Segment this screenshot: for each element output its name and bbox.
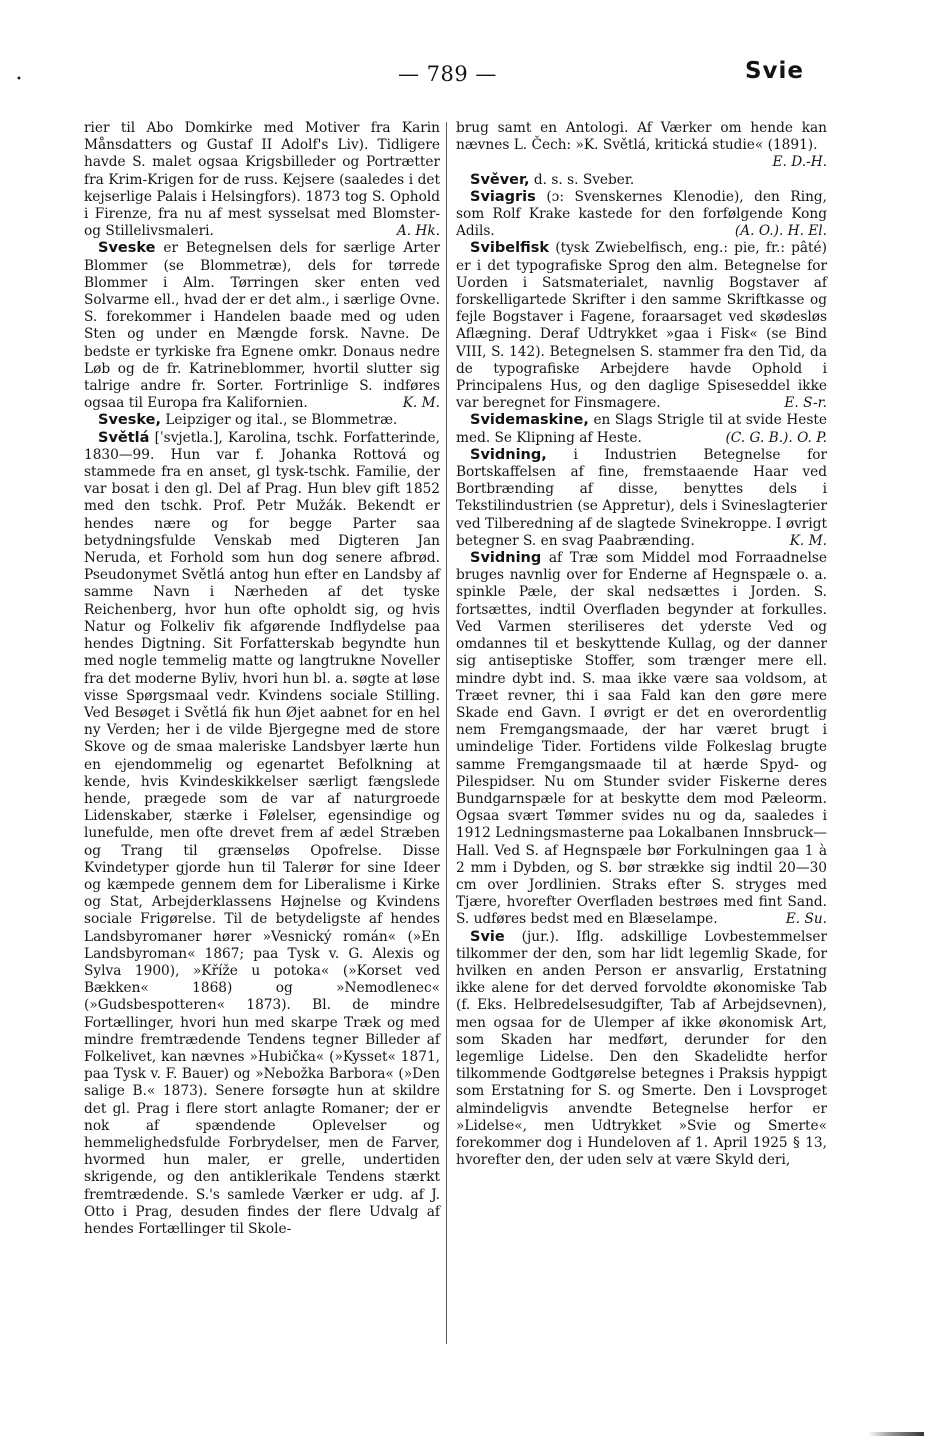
dictionary-entry (456, 240, 827, 412)
entry-signature: K. M. (789, 532, 827, 549)
dictionary-entry (84, 430, 440, 1239)
dictionary-entry (456, 189, 827, 241)
entry-headword: Svibelfisk (470, 240, 550, 257)
entry-signature: E. Su. (785, 911, 827, 928)
entry-headword: Svie (470, 928, 505, 945)
entry-text: (tysk Zwiebelfisch, eng.: pie, fr.: pâté) er i det typografiske Sprog den alm. Betegnelse for Uorden i Satsmaterialet, navnlig Bogstaver af forskelligartede Skrifter i den samme Skriftkasse og fejle Bogstaver i Fagene, foraarsaget ved skødesløs Aflægning. Deraf Udtrykket »gaa i Fisk« (se Bind VIII, S. 142). Betegnelsen S. stammer fra den Tid, da de typografiske Arbejdere havde Ophold i Principalens Hus, og den daglige Spiseseddel ikke var beregnet for Finsmagere. (456, 240, 827, 412)
left-column (84, 120, 440, 1238)
entry-signature: K. M. (402, 395, 440, 412)
entry-text: Leipziger og ital., se Blommetræ. (160, 412, 398, 429)
column-divider (446, 122, 447, 1344)
dictionary-entry (456, 172, 827, 189)
entry-text: er Betegnelsen dels for særlige Arter Blommer (se Blommetræ), dels for tørrede Blommer i Alm. Tørringen sker enten ved Solvarme ell., hvad der er det alm., i særlige Ovne. S. forekommer i Handelen baade med og uden Sten og under en Mængde forsk. Navne. De bedste er tyrkiske fra Egnene omkr. Donaus nedre Løb og de fr. Katrineblommer, hvortil slutter sig talrige andre fr. Sorter. Fortrinlige S. indføres ogsaa til Europa fra Kalifornien. (84, 240, 440, 412)
entry-headword: Sveske, (98, 412, 161, 429)
page-header (0, 56, 936, 96)
entry-signature: E. D.-H. (772, 154, 827, 171)
entry-headword: Svidemaskine, (470, 412, 589, 429)
page-number: — 789 — (398, 62, 497, 86)
entry-text: brug samt en Antologi. Af Værker om hende kan nævnes L. Čech: »K. Světlá, kritická studie« (1891). (456, 120, 827, 154)
dictionary-entry (456, 120, 827, 172)
entry-signature: (A. O.). H. El. (734, 223, 827, 240)
dictionary-entry (84, 120, 440, 240)
right-column (456, 120, 827, 1169)
entry-signature: A. Hk. (396, 223, 440, 240)
entry-text: en Slags Strigle til at svide Heste med. Se Klipning af Heste. (456, 412, 827, 446)
dictionary-entry (84, 240, 440, 412)
entry-text: (jur.). Iflg. adskillige Lovbestemmelser tilkommer der den, som har lidt legemlig Skade, for hvilken en anden Person er ansvarlig, Erstatning ikke alene for det derved forvoldte økonomiske Tab (f. Eks. Helbredelsesudgifter, Tab af Arbejdsevnen), men ogsaa for de Ulemper af ikke økonomisk Art, som Skaden har medført, derunder for den legemlige Lidelse. Den den Skadelidte herfor tilkommende Godtgørelse betegnes i Praksis hyppigt som Erstatning for S. og Smerte. Den i Lovsproget almindeligvis anvendte Betegnelse herfor er »Lidelse«, men Udtrykket »Svie og Smerte« forekommer dog i Hundeloven af 1. April 1925 § 13, hvorefter den, der uden selv at være Skyld deri, (456, 928, 827, 1169)
entry-text: [ˈsvjetla.], Karolina, tschk. Forfatterinde, 1830—99. Hun var f. Johanka Rottová og stammede fra en anset, gl tysk-tschk. Familie, der var bosat i den gl. Del af Prag. Hun blev gift 1852 med den tschk. Prof. Petr Mužák. Bekendt er hendes nære og for begge Parter saa betydningsfulde Venskab med Digteren Jan Neruda, et Forhold som hun dog senere afbrød. Pseudonymet Světlá antog hun efter en Landsby af samme Navn i Nærheden af det tyske Reichenberg, hvor hun ofte opholdt sig, og hvis Natur og Folkeliv fik afgørende Indflydelse paa hendes Digtning. Sit Forfatterskab begyndte hun med nogle temmelig matte og langtrukne Noveller fra det moderne Byliv, hvori hun bl. a. søgte at løse visse Spørgsmaal vedr. Kvindens sociale Stilling. Ved Besøget i Světlá fik hun Øjet aabnet for en hel ny Verden; her i de vilde Bjergegne med de store Skove og de smaa maleriske Landsbyer lærte hun en ejendommelig og egenartet Befolkning at kende, hvis Kvindeskikkelser særligt fængslede hende, prægede som de var af naturgroede Lidenskaber, stærke i Følelser, egensindige og lunefulde, men ofte drevet frem af ædel Stræben og Trang til grænseløs Opofrelse. Disse Kvindetyper gjorde hun til Talerør for sine Ideer og kæmpede gennem dem for Liberalisme i Kirke og Stat, Arbejderklassens Højnelse og Kvindens sociale Frigørelse. Til de betydeligste af hendes Landsbyromaner hører »Vesnický román« (»En Landsbyroman« 1867; paa Tysk v. G. Alexis og Sylva 1900), »Kříže u potoka« (»Korset ved Bækken« 1868) og »Nemodlenec« (»Gudsbespotteren« 1873). Bl. de mindre Fortællinger, hvori hun med skarpe Træk og med mindre fremtrædende Tendens tegner Billeder af Folkelivet, kan nævnes »Hubička« (»Kysset« 1871, paa Tysk v. F. Bauer) og »Nebožka Barbora« (»Den salige B.« 1873). Senere forsøgte hun at skildre det gl. Prag i flere stort anlagte Romaner; der er nok af spændende Oplevelser og hemmelighedsfulde Forbrydelser, men de Farver, hvormed hun maler, er grelle, undertiden skrigende, og den antiklerikale Tendens stærkt fremtrædende. S.'s samlede Værker er udg. af J. Otto i Prag, desuden findes der flere Udvalg af hendes Fortællinger til Skole- (84, 429, 440, 1237)
entry-signature: E. S-r. (784, 395, 827, 412)
entry-text: (ɔ: Svenskernes Klenodie), den Ring, som Rolf Krake kastede for den forfølgende Kong Adils. (456, 188, 827, 240)
entry-headword: Svidning, (470, 446, 547, 463)
scan-edge-mark (868, 1432, 924, 1436)
entry-headword: Sveske (98, 240, 156, 257)
dictionary-entry (456, 412, 827, 446)
dictionary-entry (456, 550, 827, 928)
entry-text: af Træ som Middel mod Forraadnelse bruges navnlig over for Enderne af Hegnspæle o. a. spinkle Pæle, der skal nedsættes i Jorden. S. fortsættes, indtil Overfladen begynder at forkulles. Ved Varmen steriliseres det yderste Ved og omdannes til et beskyttende Kullag, og der danner sig antiseptiske Stoffer, som trænger mere ell. mindre dybt ind. S. maa ikke være saa voldsom, at Træet revner, thi i saa Fald kan den gøre mere Skade end Gavn. I øvrigt er det en overordentlig nem Fremgangsmaade, der har været brugt i umindelige Tider. Fortidens vilde Folkeslag brugte samme Fremgangsmaade til at hærde Spyd- og Pilespidser. Nu om Stunder svider Fiskerne deres Bundgarnspæle for at beskytte dem mod Pæleorm. Ogsaa svært Tømmer svides nu og da, saaledes i 1912 Ledningsmasterne paa Lokalbanen Innsbruck—Hall. Ved S. af Hegnspæle bør Forkulningen gaa 1 à 2 mm i Dybden, og S. bør strække sig indtil 20—30 cm over Jordlinien. Straks efter S. stryges med Tjære, hvorefter Overfladen bestrøes med fint Sand. S. udføres bedst med en Blæselampe. (456, 550, 827, 928)
entry-headword: Sviagris (470, 188, 536, 205)
running-head: Svie (744, 58, 804, 84)
entry-headword: Svěver, (470, 171, 530, 188)
dictionary-entry (456, 929, 827, 1170)
entry-text: i Industrien Betegnelse for Bortskaffelsen af fine, fremstaaende Haar ved Bortbrænding af disse, benyttes dels i Tekstilindustrien (se Appretur), dels i Svineslagterier ved Tilberedning af de slagtede Svinekroppe. I øvrigt betegner S. en svag Paabrænding. (456, 446, 827, 549)
entry-text: rier til Abo Domkirke med Motiver fra Karin Månsdatters og Gustaf II Adolf's Liv). Tidligere havde S. malet ogsaa Krigsbilleder og Portrætter fra Krim-Krigen for de russ. Kejsere (saaledes i det kejserlige Palais i Helsingfors). 1873 tog S. Ophold i Firenze, fra nu af mest sysselsat med Blomster- og Stillelivsmaleri. (84, 120, 440, 240)
entry-headword: Svidning (470, 550, 542, 567)
entry-text: d. s. s. Sveber. (529, 171, 635, 188)
dictionary-entry (456, 447, 827, 550)
entry-signature: (C. G. B.). O. P. (725, 429, 827, 446)
margin-dot: • (16, 74, 22, 85)
dictionary-entry (84, 412, 440, 429)
entry-headword: Světlá (98, 429, 150, 446)
